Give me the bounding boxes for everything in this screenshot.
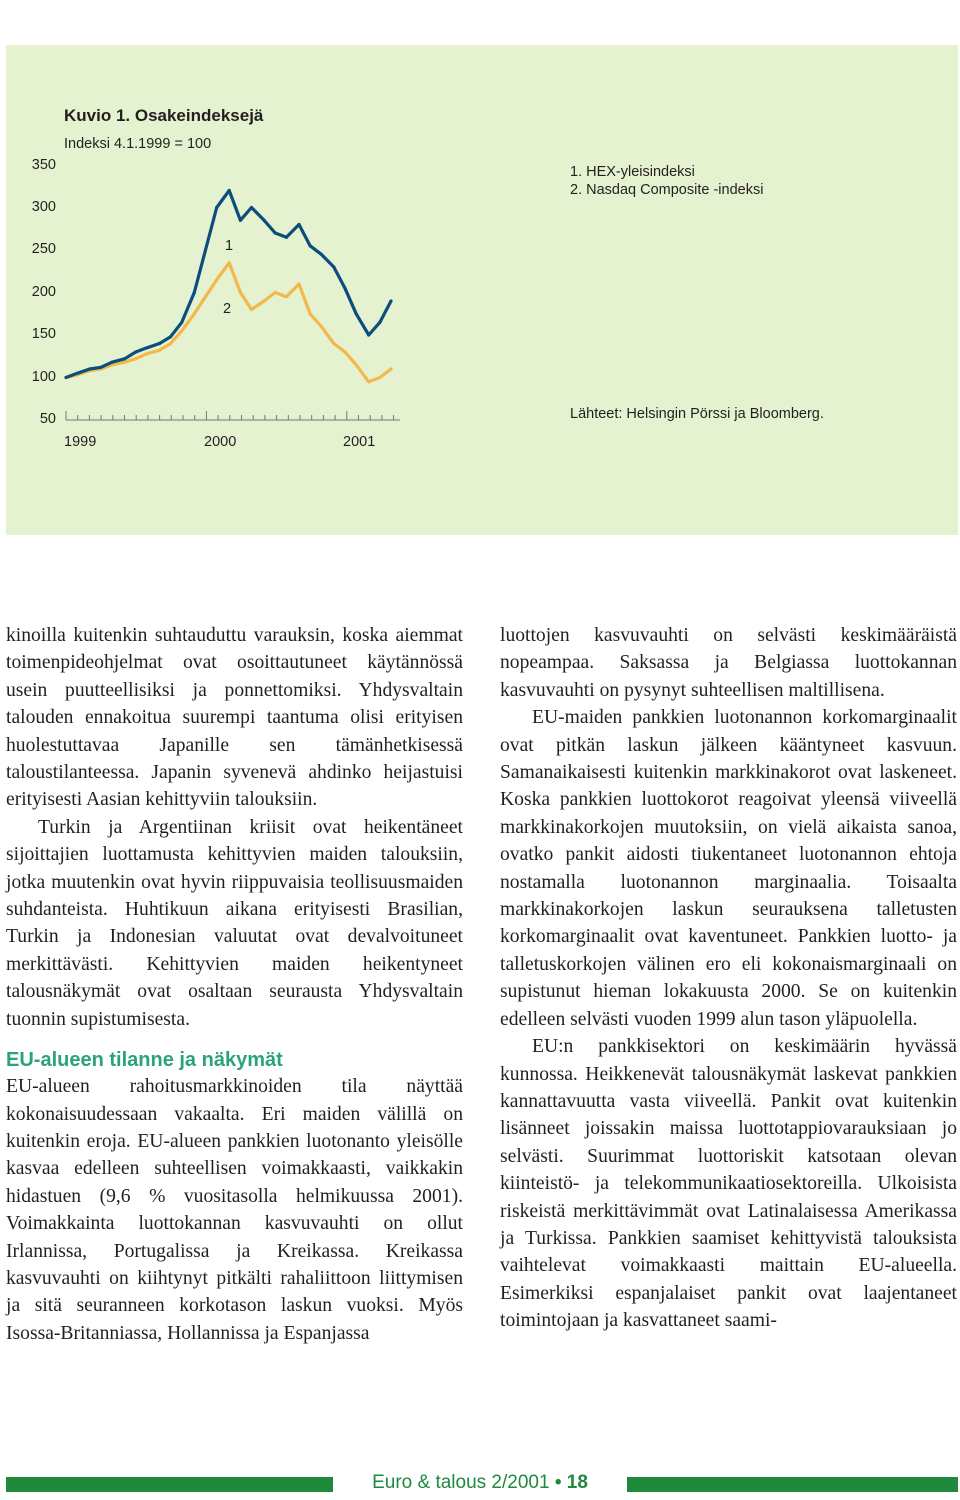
data-point [343, 350, 346, 353]
data-point [228, 189, 231, 192]
paragraph: EU-maiden pankkien luotonannon korkomarginaalit ovat pitkän laskun jälkeen kääntyneet kasvuun. Samanaikaisesti kuitenkin markkinakorot ovat laskeneet. Koska pankkien luottokorot reagoivat yleensä viiveellä markkinakorkojen muutoksiin, on vielä aikaista sanoa, ovatko pankit aidosti tiukentaneet luotonannon ehtoja nostamalla luotonannon marginaalia. Toisaalta markkinakorkojen laskun seurauksena talletusten korkomarginaalit ovat kaventuneet. Pankkien luotto- ja talletuskorkojen välinen ero eli kokonaismarginaali on supistunut hieman lokakuusta 2000. Se on kuitenkin edelleen selvästi vuoden 1999 alun tason yläpuolella. [500, 707, 957, 1030]
data-point [110, 361, 113, 364]
data-point [309, 244, 312, 247]
data-point [367, 333, 370, 336]
data-point [64, 376, 67, 379]
paragraph: EU:n pankkisektori on keskimäärin hyvässä kunnossa. Heikkenevät talousnäkymät laskevat pankkien kannattavuutta vasta viiveellä. Pankit ovat kuitenkin lisänneet joissakin maissa luottotappiovarauksiaan jo selvästi. Suurimmat luottoriskit katsotaan olevan kiinteistö- ja telekommunikaatiosektoreilla. Ulkoisista riskeistä merkittävimmät ovat Latinalaisessa Amerikassa ja Turkissa. Pankkien saamiset kehittyvistä talouksista vaihtelevat voimakkaasti maittain EU-alueella. Esimerkiksi espanjalaiset pankit ovat laajentaneet toimintojaan ja kasvattaneet saami- [500, 1036, 957, 1332]
chart-legend [570, 163, 763, 199]
y-tick-label: 50 [39, 411, 56, 427]
data-point [134, 350, 137, 353]
data-point [134, 357, 137, 360]
publication-name: Euro & talous 2/2001 [372, 1472, 550, 1493]
y-tick-label: 250 [31, 241, 56, 257]
y-tick-label: 300 [31, 199, 56, 215]
data-point [145, 352, 148, 355]
series-label-1: 1 [224, 238, 234, 254]
paragraph: Turkin ja Argentiinan kriisit ovat heikentäneet sijoittajien luottamusta kehittyvien maiden talouksiin, jotka muutenkin ovat hyvin riippuvaisia teollisuusmaiden suhdanteista. Huhtikuun aikana erityisesti Brasilian, Turkin ja Indonesian valuutat ovat devalvoituneet merkittävästi. Kehittyvien maiden heikentyneet talousnäkymät ovat osaltaan seurausta Yhdysvaltain tuonnin supistumisesta. [6, 816, 463, 1030]
data-point [215, 206, 218, 209]
data-point [297, 282, 300, 285]
data-point [263, 299, 266, 302]
figure-subtitle: Indeksi 4.1.1999 = 100 [64, 136, 212, 152]
series-label-2: 2 [222, 301, 232, 317]
data-point [99, 366, 102, 369]
x-tick-label: 1999 [64, 434, 97, 450]
x-tick-label: 2000 [204, 434, 237, 450]
x-axis [66, 411, 400, 420]
data-point [274, 291, 277, 294]
figure-source: Lähteet: Helsingin Pörssi ja Bloomberg. [570, 406, 824, 422]
data-point [204, 248, 207, 251]
data-point [145, 346, 148, 349]
data-point [297, 223, 300, 226]
x-tick-label: 2001 [343, 434, 376, 450]
data-point [215, 278, 218, 281]
data-point [193, 312, 196, 315]
y-tick-label: 350 [31, 157, 56, 173]
text-column-right [500, 622, 957, 1335]
paragraph: EU-alueen rahoitusmarkkinoiden tila näyttää kokonaisuudessaan vakaalta. Eri maiden välillä on kuitenkin eroja. EU-alueen pankkien luotonanto yleisölle kasvaa edelleen suhteellisen voimakkaasti, vaikkakin hidastuen (9,6 % vuositasolla helmikuussa 2001). Voimakkainta luottokannan kasvuvauhti on ollut Irlannissa, Portugalissa ja Kreikassa. Kreikassa kasvuvauhti on kiihtynyt pitkälti rahaliittoon liittymisen ja sitä seuranneen korkotason laskun vuoksi. Myös Isossa-Britanniassa, Hollannissa ja Espanjassa [6, 1076, 463, 1344]
data-point [343, 287, 346, 290]
page-footer [360, 1472, 600, 1494]
data-point [355, 312, 358, 315]
text-column-left [6, 622, 463, 1347]
data-point [389, 299, 392, 302]
page-number: 18 [566, 1472, 588, 1493]
data-point [367, 380, 370, 383]
footer-bar-right [627, 1477, 958, 1492]
figure-title: Kuvio 1. Osakeindeksejä [64, 106, 264, 125]
y-tick-label: 100 [31, 369, 56, 385]
data-point [76, 372, 79, 375]
footer-bar-left [6, 1477, 333, 1492]
y-tick-label: 150 [31, 326, 56, 342]
paragraph: kinoilla kuitenkin suhtauduttu varauksin, koska aiemmat toimenpideohjelmat ovat osoittautuneet käytännössä usein puutteellisiksi ja ponnettomiksi. Yhdysvaltain talouden ennakoitua suurempi taantuma olisi erityisen huolestuttavaa Japanille sen tämänhetkisessä taloustilanteessa. Japanin syvenevä ahdinko heijastuisi erityisesti Aasian kehittyviin talouksiin. [6, 625, 463, 811]
data-point [158, 342, 161, 345]
legend-item-nasdaq: 2. Nasdaq Composite -indeksi [570, 182, 764, 198]
data-point [378, 376, 381, 379]
data-point [250, 308, 253, 311]
footer-separator: • [554, 1472, 562, 1493]
paragraph: luottojen kasvuvauhti on selvästi keskimääräistä nopeampaa. Saksassa ja Belgiassa luottokannan kasvuvauhti on pysynyt suhteellisen maltillisena. [500, 625, 957, 701]
data-point [332, 342, 335, 345]
data-point [88, 367, 91, 370]
y-tick-label: 200 [31, 284, 56, 300]
data-point [263, 219, 266, 222]
data-point [320, 253, 323, 256]
data-point [389, 367, 392, 370]
data-point [239, 219, 242, 222]
data-point [169, 335, 172, 338]
stock-index-chart [0, 0, 960, 540]
data-point [228, 261, 231, 264]
data-point [204, 295, 207, 298]
legend-item-hex: 1. HEX-yleisindeksi [570, 164, 695, 180]
data-point [193, 291, 196, 294]
data-point [355, 363, 358, 366]
data-point [239, 291, 242, 294]
section-heading: EU-alueen tilanne ja näkymät [6, 1049, 283, 1072]
data-point [332, 265, 335, 268]
data-point [180, 329, 183, 332]
data-point [250, 206, 253, 209]
data-point [285, 236, 288, 239]
data-point [169, 342, 172, 345]
data-point [123, 361, 126, 364]
data-point [309, 312, 312, 315]
data-point [274, 231, 277, 234]
data-point [180, 321, 183, 324]
data-point [378, 321, 381, 324]
data-point [123, 357, 126, 360]
data-point [285, 295, 288, 298]
chart-lines [64, 189, 392, 384]
data-point [158, 349, 161, 352]
data-point [320, 325, 323, 328]
